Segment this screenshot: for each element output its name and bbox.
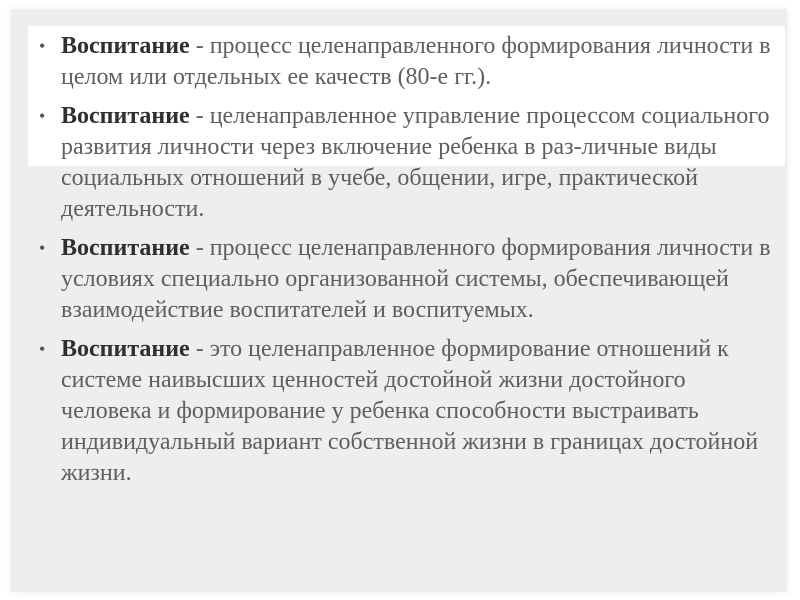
- bullet-icon: •: [39, 106, 46, 126]
- definition-text: - это целенаправленное формирование отношений к системе наивысших ценностей достойной жизни достойного человека и формирование у ребенка способности выстраивать индивидуальный вариант собственной жизни в границах достойной жизни.: [61, 336, 759, 486]
- bullet-list: [35, 31, 775, 497]
- list-item: [35, 233, 775, 326]
- list-item: [35, 31, 775, 93]
- bullet-icon: •: [39, 238, 46, 258]
- bullet-icon: •: [39, 339, 46, 359]
- term-label: Воспитание: [61, 103, 190, 129]
- list-item: [35, 101, 775, 225]
- slide: [11, 9, 787, 592]
- definition-text: - целенаправленное управление процессом социального развития личности через включение ребенка в раз-личные виды социальных отношений в учебе, общении, игре, практической деятельности.: [61, 103, 770, 222]
- definition-text: - процесс целенаправленного формирования личности в условиях специально организованной системы, обеспечивающей взаимодействие воспитателей и воспитуемых.: [61, 235, 771, 323]
- definition-text: - процесс целенаправленного формирования личности в целом или отдельных ее качеств (80-е гг.).: [61, 33, 771, 90]
- term-label: Воспитание: [61, 33, 190, 59]
- term-label: Воспитание: [61, 235, 190, 261]
- term-label: Воспитание: [61, 336, 190, 362]
- list-item: [35, 334, 775, 489]
- bullet-icon: •: [39, 36, 46, 56]
